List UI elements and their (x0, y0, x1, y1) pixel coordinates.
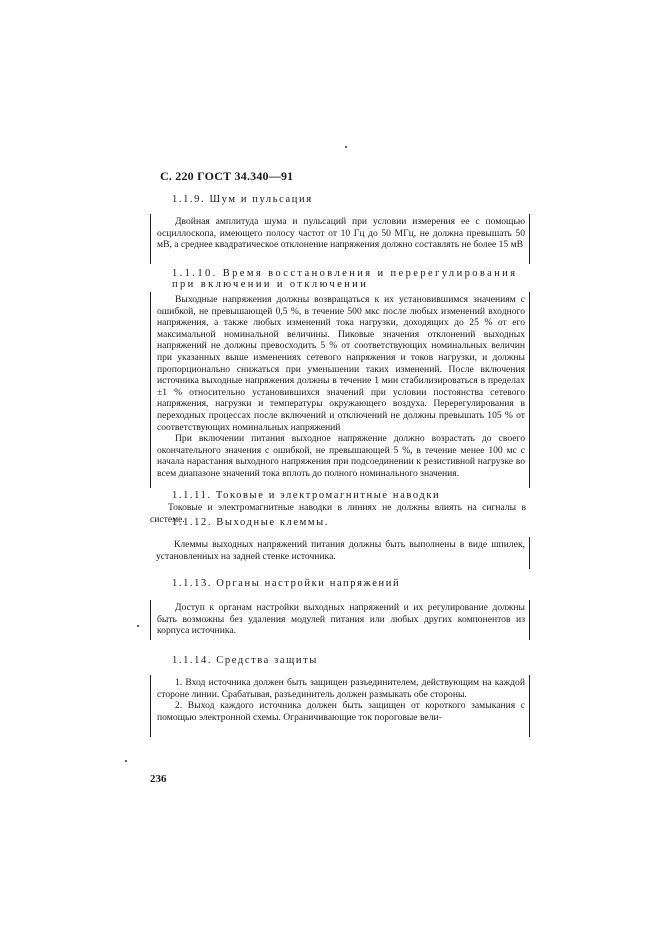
section-para-1-1-10-b: При включении питания выходное напряжение должно возрастать до своего окончательного значения с ошибкой, не превышающей 5 %, в течение менее 100 мс с начала нарастания выходного напряжения при подсоединении к резистивной нагрузке во всем диапазоне значений тока вплоть до полного номинального значения. (157, 433, 525, 479)
section-para-1-1-10-a: Выходные напряжения должны возвращаться к их установившимся значениям с ошибкой, не превышающей 0,5 %, в течение 500 мкс после любых изменений входного напряжения, а также любых изменений тока нагрузки, доходящих до 25 % от его максимальной номинальной величины. Пиковые значения отклонений выходных напряжений не должны превосходить 5 % от соответствующих номинальных величин при указанных выше изменениях сетевого напряжения и токов нагрузки, и должны пропорционально снижаться при уменьшении таких изменений. После включения источника выходные напряжения должны в течение 1 мин стабилизироваться в пределах ±1 % относительно установившихся значений при условии постоянства сетевого напряжения, нагрузки и температуры окружающего воздуха. Перерегулирования в переходных процессах после включений и отключений не должны превышать 105 % от соответствующих номинальных напряжений (157, 294, 525, 433)
section-para-1-1-14-a: 1. Вход источника должен быть защищен разъединителем, действующим на каждой стороне линии. Срабатывая, разъединитель должен размыкать обе стороны. (157, 677, 525, 700)
section-title-1-1-10: 1.1.10. Время восстановления и перерегулирования (172, 268, 518, 279)
section-box-1-1-10 (150, 292, 530, 488)
section-box-1-1-13 (150, 600, 530, 640)
section-text-1-1-9: Двойная амплитуда шума и пульсаций при условии измерения ее с помощью осциллоскопа, имеющего полосу частот от 10 Гц до 50 МГц, не должна превышать 50 мВ, а среднее квадратическое отклонение напряжения должно составлять не более 15 мВ (157, 216, 525, 251)
page-header: С. 220 ГОСТ 34.340—91 (160, 169, 294, 183)
speck (125, 760, 127, 762)
section-title-1-1-10-cont: при включении и отключении (172, 279, 369, 290)
section-box-1-1-12 (150, 537, 530, 569)
section-text-1-1-11: Токовые и электромагнитные наводки в линиях не должны влиять на сигналы в системе. (150, 502, 526, 525)
section-box-1-1-14 (150, 675, 530, 737)
section-title-1-1-12: 1.1.12. Выходные клеммы. (172, 517, 330, 528)
section-title-1-1-13: 1.1.13. Органы настройки напряжений (172, 578, 401, 589)
page-number: 236 (150, 773, 167, 785)
speck (137, 625, 139, 627)
section-text-1-1-12: Клеммы выходных напряжений питания должны быть выполнены в виде шпилек, установленных на задней стенке источника. (156, 539, 525, 562)
speck (345, 146, 347, 148)
section-text-1-1-13: Доступ к органам настройки выходных напряжений и их регулирование должны быть возможны без удаления модулей питания или любых других компонентов из корпуса источника. (157, 602, 525, 637)
section-para-1-1-14-b: 2. Выход каждого источника должен быть защищен от короткого замыкания с помощью электронной схемы. Ограничивающие ток пороговые вели- (157, 700, 525, 723)
section-box-1-1-9 (150, 214, 530, 264)
section-title-1-1-14: 1.1.14. Средства защиты (172, 655, 318, 666)
section-title-1-1-9: 1.1.9. Шум и пульсация (172, 194, 313, 205)
section-title-1-1-11: 1.1.11. Токовые и электромагнитные наводки (172, 490, 441, 501)
